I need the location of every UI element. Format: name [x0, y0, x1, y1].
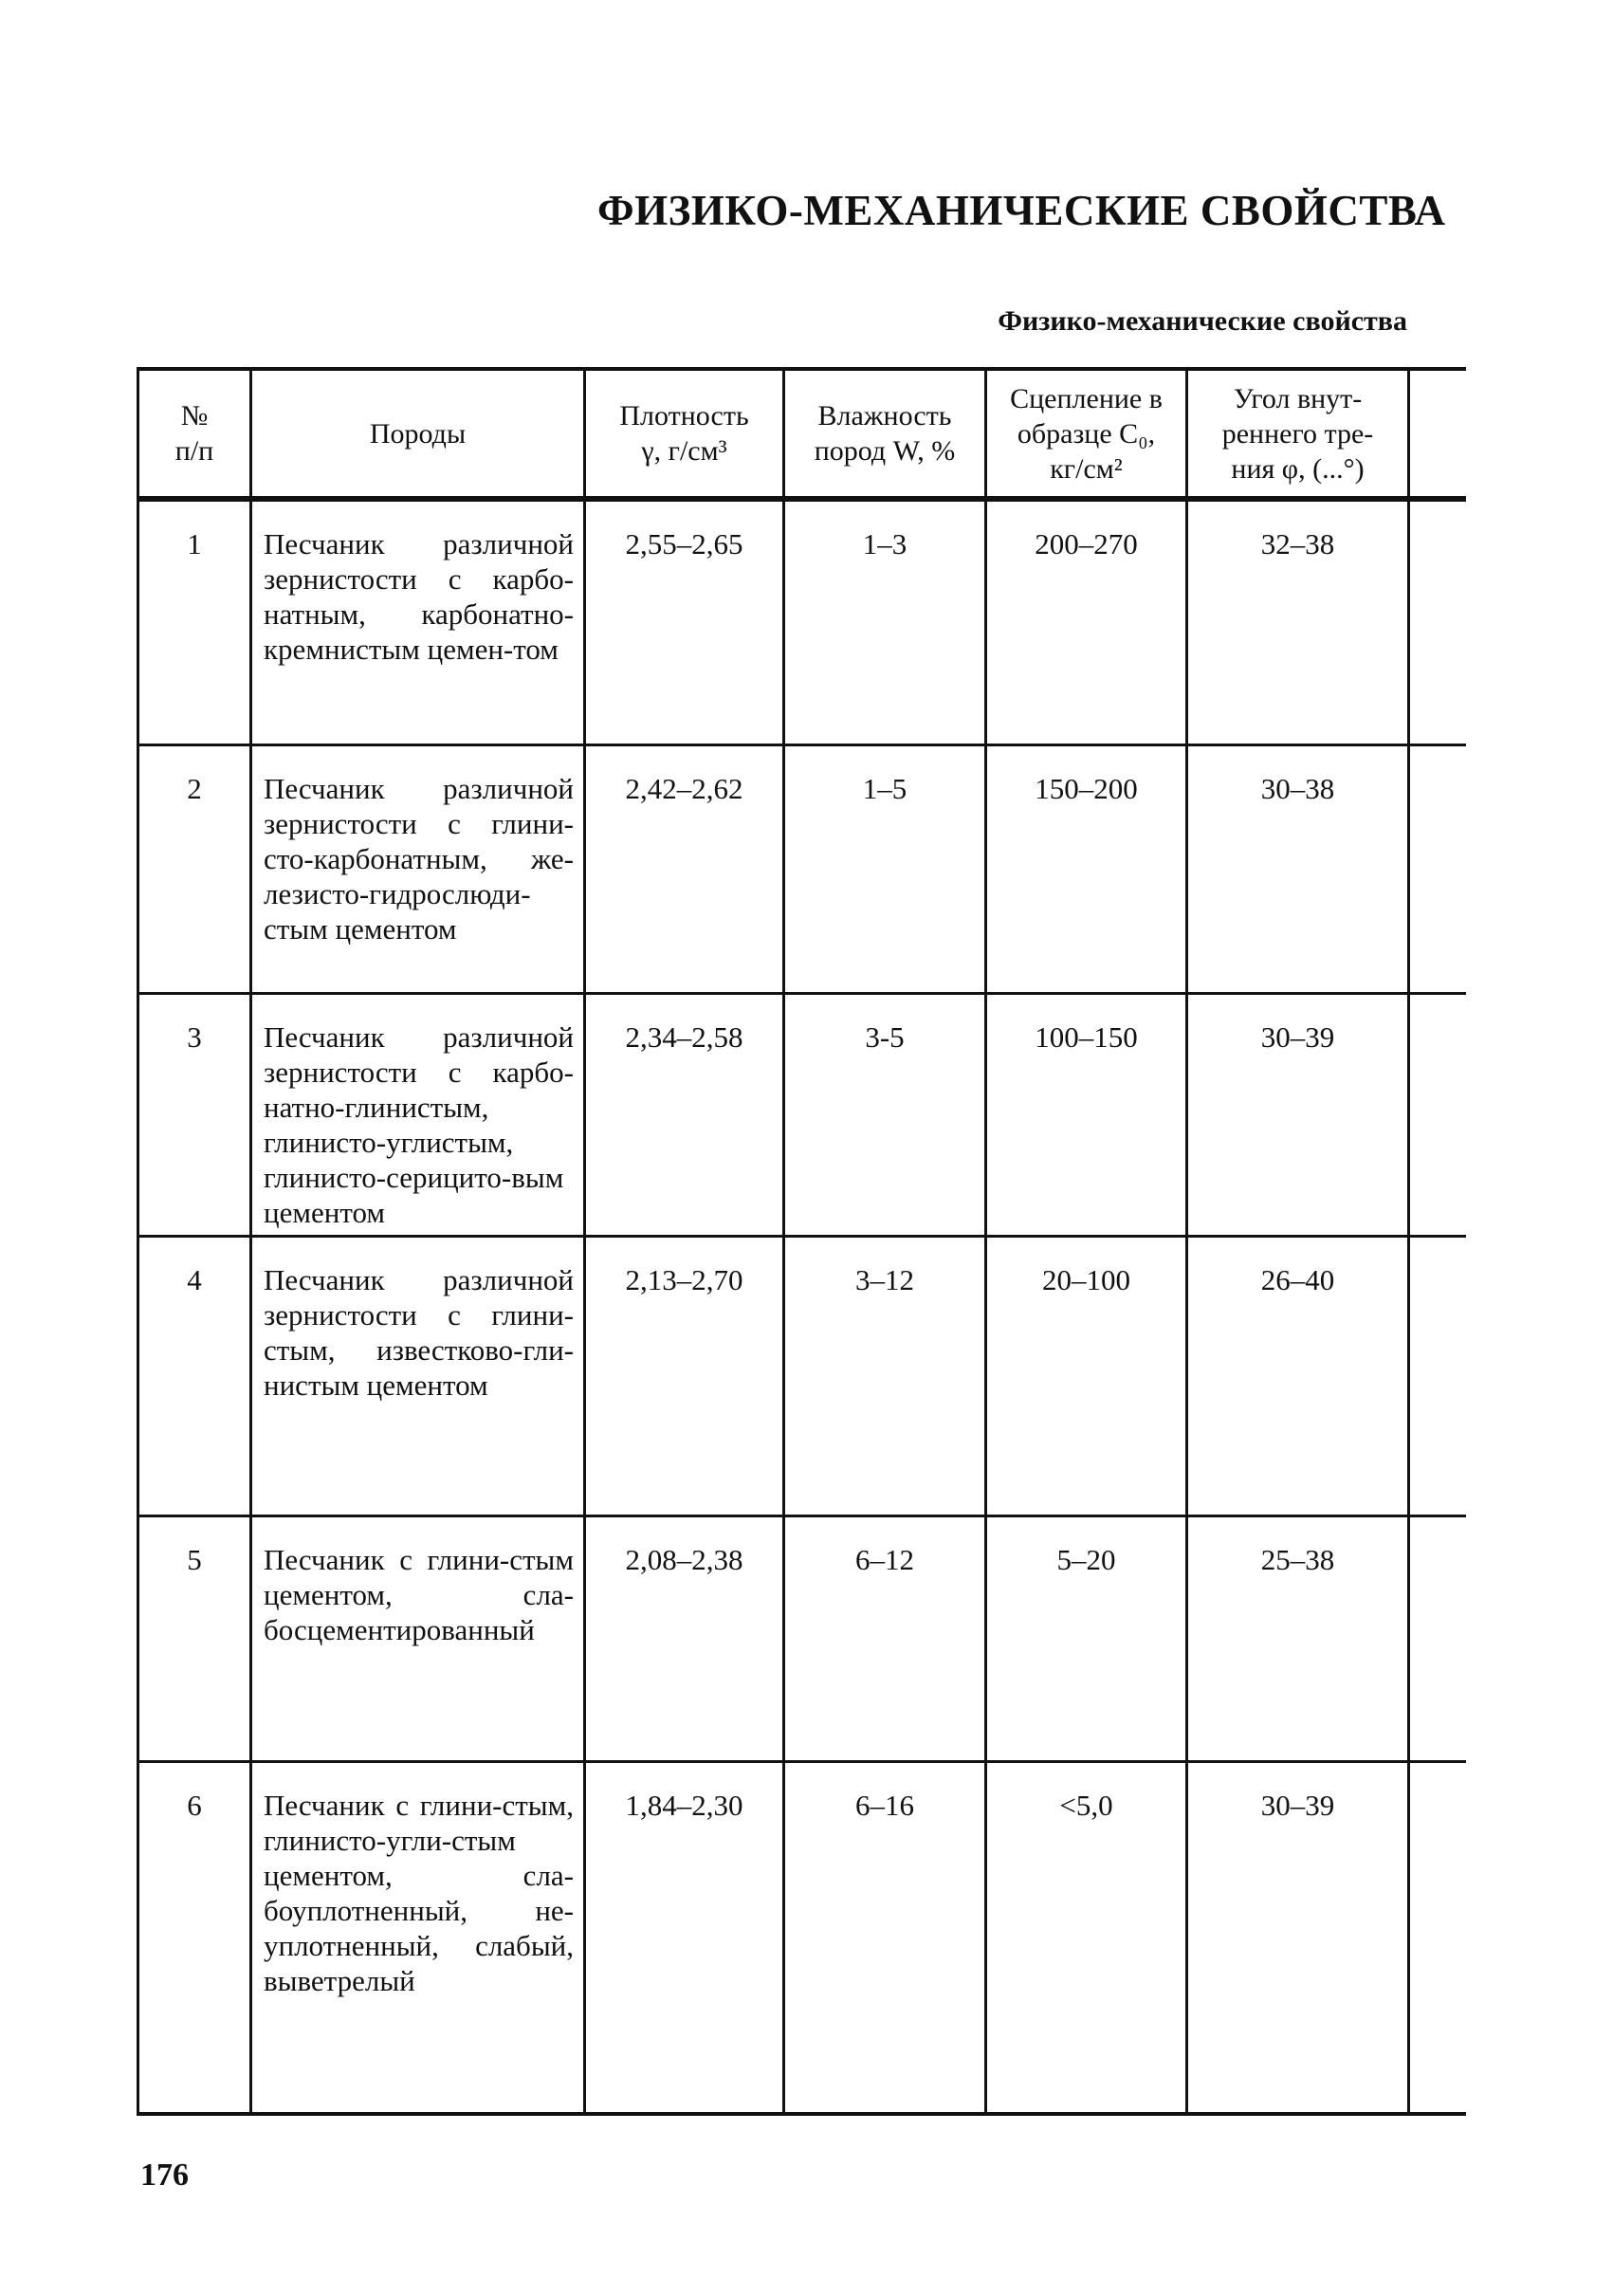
- cohesion-value: 150–200: [986, 744, 1187, 993]
- continued-cell: [1409, 1515, 1466, 1761]
- rock-description: Песчаник различной зернистости с глини-стым, известково-гли-нистым цементом: [251, 1236, 585, 1515]
- row-number: 2: [138, 744, 251, 993]
- page-title: ФИЗИКО-МЕХАНИЧЕСКИЕ СВОЙСТВА: [597, 187, 1446, 234]
- moisture-value: 1–3: [784, 499, 986, 744]
- table-row: [138, 744, 1466, 993]
- density-value: 1,84–2,30: [585, 1761, 784, 2114]
- column-header-number: № п/п: [138, 369, 251, 499]
- moisture-value: 6–16: [784, 1761, 986, 2114]
- table-caption: Физико-механические свойства: [998, 305, 1407, 337]
- table-header-row: [138, 369, 1466, 499]
- continued-cell: [1409, 1236, 1466, 1515]
- moisture-value: 3-5: [784, 993, 986, 1236]
- table-row: [138, 499, 1466, 744]
- density-value: 2,34–2,58: [585, 993, 784, 1236]
- cohesion-value: <5,0: [986, 1761, 1187, 2114]
- table-row: [138, 1236, 1466, 1515]
- properties-table: [137, 367, 1466, 2116]
- column-header-continued: [1409, 369, 1466, 499]
- friction-angle-value: 30–38: [1187, 744, 1409, 993]
- friction-angle-value: 25–38: [1187, 1515, 1409, 1761]
- continued-cell: [1409, 993, 1466, 1236]
- continued-cell: [1409, 744, 1466, 993]
- row-number: 6: [138, 1761, 251, 2114]
- moisture-value: 6–12: [784, 1515, 986, 1761]
- table-row: [138, 993, 1466, 1236]
- page-number: 176: [140, 2158, 189, 2193]
- column-header-moisture: Влажность пород W, %: [784, 369, 986, 499]
- friction-angle-value: 30–39: [1187, 1761, 1409, 2114]
- cohesion-value: 20–100: [986, 1236, 1187, 1515]
- cohesion-value: 100–150: [986, 993, 1187, 1236]
- continued-cell: [1409, 1761, 1466, 2114]
- density-value: 2,13–2,70: [585, 1236, 784, 1515]
- friction-angle-value: 30–39: [1187, 993, 1409, 1236]
- column-header-density: Плотность γ, г/см³: [585, 369, 784, 499]
- rock-description: Песчаник с глини-стым, глинисто-угли-стым цементом, сла-боуплотненный, не-уплотненный, слабый, выветрелый: [251, 1761, 585, 2114]
- friction-angle-value: 32–38: [1187, 499, 1409, 744]
- rock-description: Песчаник различной зернистости с карбо-натным, карбонатно-кремнистым цемен-том: [251, 499, 585, 744]
- rock-description: Песчаник с глини-стым цементом, сла-босцементированный: [251, 1515, 585, 1761]
- rock-description: Песчаник различной зернистости с карбо-натно-глинистым, глинисто-углистым, глинисто-серицито-вым цементом: [251, 993, 585, 1236]
- friction-angle-value: 26–40: [1187, 1236, 1409, 1515]
- column-header-rocks: Породы: [251, 369, 585, 499]
- density-value: 2,55–2,65: [585, 499, 784, 744]
- row-number: 1: [138, 499, 251, 744]
- column-header-cohesion: Сцепление в образце C₀, кг/см²: [986, 369, 1187, 499]
- moisture-value: 3–12: [784, 1236, 986, 1515]
- density-value: 2,42–2,62: [585, 744, 784, 993]
- column-header-friction-angle: Угол внут- реннего тре- ния φ, (...°): [1187, 369, 1409, 499]
- table-row: [138, 1515, 1466, 1761]
- cohesion-value: 200–270: [986, 499, 1187, 744]
- rock-description: Песчаник различной зернистости с глини-сто-карбонатным, же-лезисто-гидрослюди-стым цементом: [251, 744, 585, 993]
- row-number: 5: [138, 1515, 251, 1761]
- table-row: [138, 1761, 1466, 2114]
- density-value: 2,08–2,38: [585, 1515, 784, 1761]
- continued-cell: [1409, 499, 1466, 744]
- cohesion-value: 5–20: [986, 1515, 1187, 1761]
- moisture-value: 1–5: [784, 744, 986, 993]
- row-number: 3: [138, 993, 251, 1236]
- row-number: 4: [138, 1236, 251, 1515]
